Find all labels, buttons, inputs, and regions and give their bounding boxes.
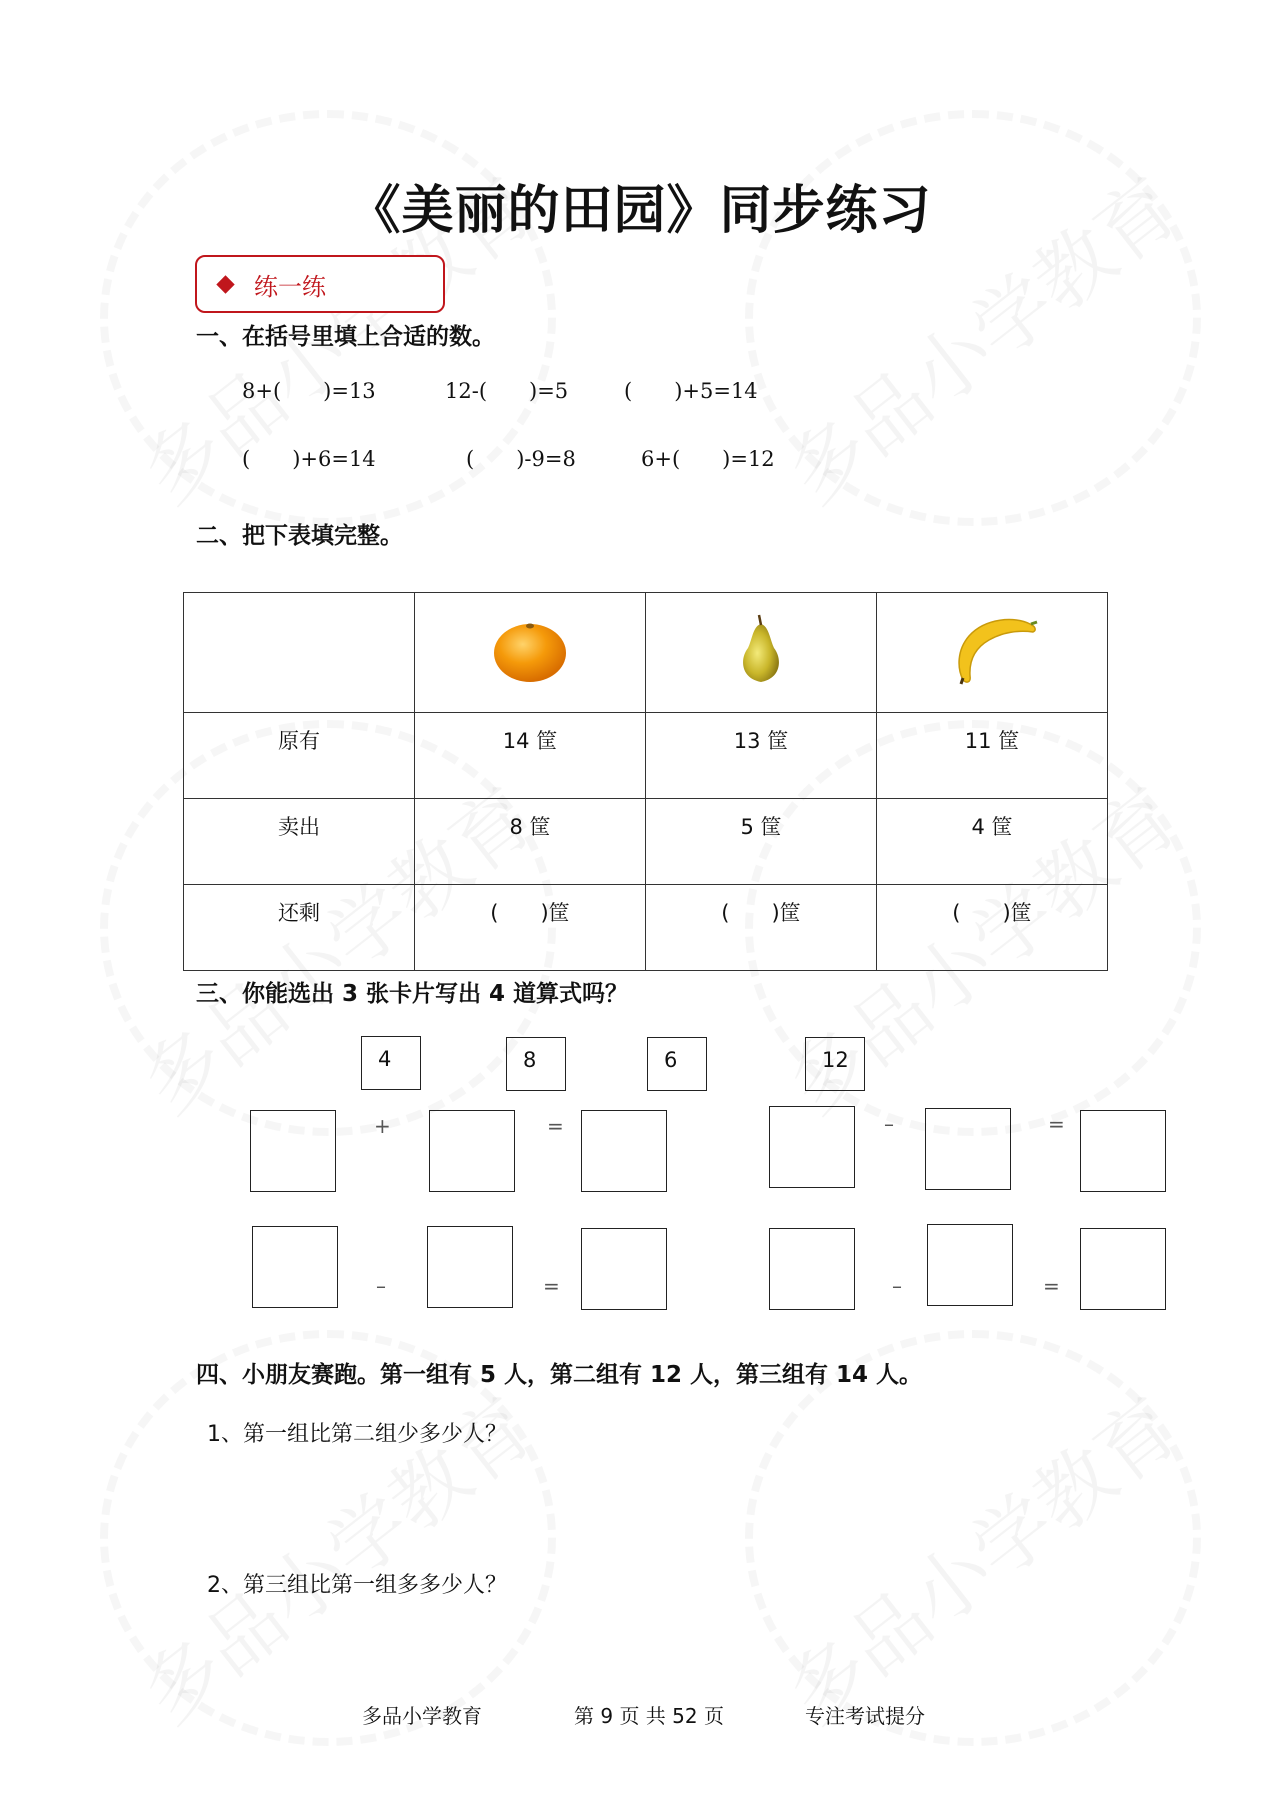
row-label: 原有: [184, 713, 415, 799]
table-header-cell: [877, 593, 1108, 713]
q4-heading: 四、小朋友赛跑。第一组有 5 人，第二组有 12 人，第三组有 14 人。: [196, 1362, 923, 1388]
table-row: [184, 885, 1108, 971]
table-cell: 5 筐: [646, 799, 877, 885]
table-header-row: [184, 593, 1108, 713]
table-cell: ( )筐: [415, 885, 646, 971]
plus-sign: +: [374, 1114, 391, 1138]
row-label: 卖出: [184, 799, 415, 885]
q3-heading: 三、你能选出 3 张卡片写出 4 道算式吗？: [196, 981, 629, 1007]
answer-box[interactable]: [1080, 1228, 1166, 1310]
orange-icon: [490, 615, 570, 685]
number-card: 6: [647, 1037, 707, 1091]
q1-equation: ( )+5=14: [624, 379, 758, 403]
answer-box[interactable]: [252, 1226, 338, 1308]
number-card: 12: [805, 1037, 865, 1091]
fruit-table: [183, 592, 1108, 971]
banana-icon: [945, 612, 1040, 687]
q2-heading: 二、把下表填完整。: [196, 523, 403, 549]
footer-left: 多品小学教育: [362, 1704, 482, 1728]
table-cell: 4 筐: [877, 799, 1108, 885]
table-cell: 13 筐: [646, 713, 877, 799]
table-cell: 11 筐: [877, 713, 1108, 799]
q1-equation: 12-( )=5: [445, 379, 569, 403]
footer-page-number: 第 9 页 共 52 页: [574, 1704, 724, 1728]
answer-box[interactable]: [427, 1226, 513, 1308]
minus-sign: –: [892, 1274, 902, 1298]
table-cell: ( )筐: [646, 885, 877, 971]
equals-sign: =: [547, 1114, 564, 1138]
minus-sign: –: [376, 1274, 386, 1298]
answer-box[interactable]: [925, 1108, 1011, 1190]
q1-equation: ( )-9=8: [466, 447, 576, 471]
answer-box[interactable]: [581, 1228, 667, 1310]
diamond-icon: [216, 275, 234, 293]
equals-sign: =: [1048, 1112, 1065, 1136]
answer-box[interactable]: [250, 1110, 336, 1192]
table-header-cell: [415, 593, 646, 713]
answer-box[interactable]: [769, 1228, 855, 1310]
q1-equation: ( )+6=14: [242, 447, 376, 471]
table-cell: 14 筐: [415, 713, 646, 799]
row-label: 还剩: [184, 885, 415, 971]
minus-sign: –: [884, 1112, 894, 1136]
answer-box[interactable]: [429, 1110, 515, 1192]
page-title: 《美丽的田园》同步练习: [348, 181, 932, 241]
answer-box[interactable]: [927, 1224, 1013, 1306]
section-tag-label: 练一练: [254, 272, 326, 301]
table-row: [184, 713, 1108, 799]
footer-right: 专注考试提分: [805, 1704, 925, 1728]
section-tag: [195, 255, 445, 313]
equals-sign: =: [1043, 1274, 1060, 1298]
pear-icon: [726, 612, 796, 687]
table-cell: 8 筐: [415, 799, 646, 885]
table-row: [184, 799, 1108, 885]
answer-box[interactable]: [581, 1110, 667, 1192]
q4-subquestion: 2、第三组比第一组多多少人？: [207, 1573, 507, 1598]
answer-box[interactable]: [769, 1106, 855, 1188]
table-cell: ( )筐: [877, 885, 1108, 971]
q1-equation: 6+( )=12: [641, 447, 775, 471]
number-card: 4: [361, 1036, 421, 1090]
answer-box[interactable]: [1080, 1110, 1166, 1192]
q1-equation: 8+( )=13: [242, 379, 376, 403]
number-card: 8: [506, 1037, 566, 1091]
q1-heading: 一、在括号里填上合适的数。: [196, 324, 495, 350]
equals-sign: =: [543, 1274, 560, 1298]
table-header-cell: [646, 593, 877, 713]
table-corner-cell: [184, 593, 415, 713]
q4-subquestion: 1、第一组比第二组少多少人？: [207, 1422, 507, 1447]
